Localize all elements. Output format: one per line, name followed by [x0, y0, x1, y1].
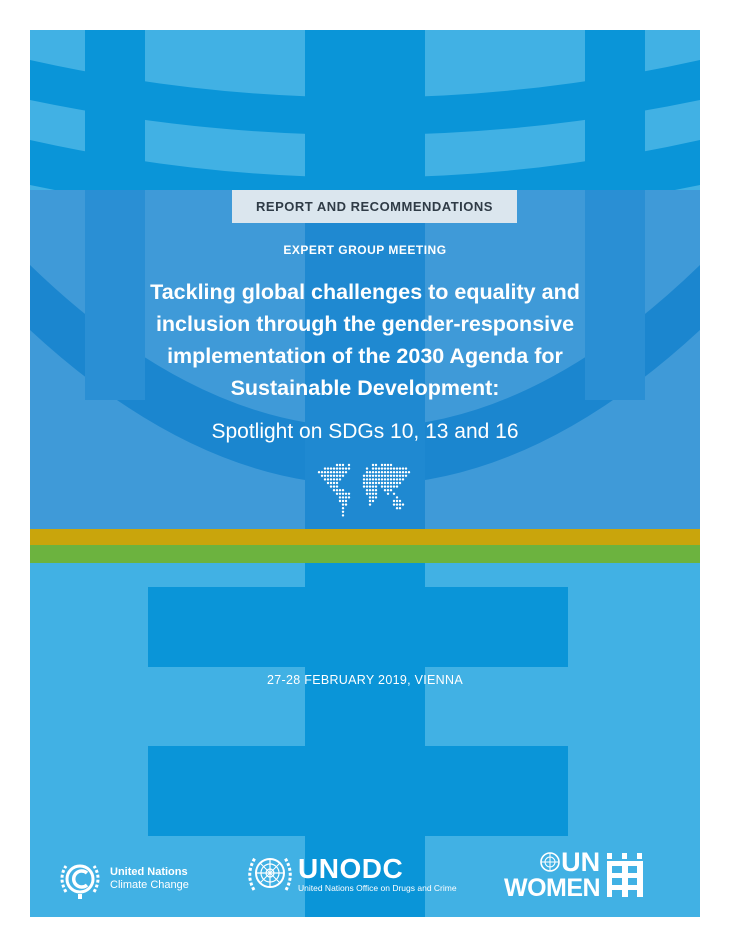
map-dot	[339, 500, 341, 502]
map-dot	[339, 464, 341, 466]
report-cover	[30, 30, 700, 917]
map-dot	[387, 475, 389, 477]
map-dot	[393, 467, 395, 469]
map-dot	[330, 471, 332, 473]
map-dot	[396, 471, 398, 473]
map-dot	[372, 482, 374, 484]
map-dot	[336, 467, 338, 469]
map-dot	[390, 464, 392, 466]
map-dot	[387, 493, 389, 495]
map-dot	[405, 475, 407, 477]
map-dot	[333, 489, 335, 491]
map-dot	[366, 485, 368, 487]
map-dot	[363, 478, 365, 480]
map-dot	[348, 493, 350, 495]
world-map-dots-icon	[317, 463, 413, 519]
map-dot	[324, 478, 326, 480]
map-dot	[372, 478, 374, 480]
map-dot	[372, 489, 374, 491]
map-dot	[327, 471, 329, 473]
map-dot	[342, 467, 344, 469]
map-dot	[333, 485, 335, 487]
map-dot	[405, 467, 407, 469]
map-dot	[390, 482, 392, 484]
map-dot	[396, 507, 398, 509]
map-dot	[321, 475, 323, 477]
map-dot	[366, 493, 368, 495]
map-dot	[372, 471, 374, 473]
map-dot	[339, 475, 341, 477]
map-dot	[330, 467, 332, 469]
map-dot	[339, 467, 341, 469]
map-dot	[396, 503, 398, 505]
map-dot	[342, 507, 344, 509]
map-dot	[396, 478, 398, 480]
map-dot	[402, 467, 404, 469]
map-dot	[327, 475, 329, 477]
map-dot	[339, 471, 341, 473]
map-dot	[393, 471, 395, 473]
map-dot	[366, 471, 368, 473]
map-dot	[399, 500, 401, 502]
map-dot	[390, 478, 392, 480]
map-dot	[399, 471, 401, 473]
map-dot	[369, 485, 371, 487]
report-title-line: Sustainable Development:	[230, 376, 500, 400]
map-dot	[333, 475, 335, 477]
map-dot	[393, 485, 395, 487]
map-dot	[381, 485, 383, 487]
map-dot	[375, 467, 377, 469]
map-dot	[372, 467, 374, 469]
map-dot	[348, 464, 350, 466]
map-dot	[384, 471, 386, 473]
map-dot	[330, 475, 332, 477]
un-women-line1: UN	[561, 847, 601, 877]
map-dot	[363, 475, 365, 477]
map-dot	[336, 464, 338, 466]
map-dot	[342, 496, 344, 498]
un-emblem-icon	[246, 852, 294, 896]
map-dot	[369, 482, 371, 484]
map-dot	[390, 467, 392, 469]
map-dot	[393, 478, 395, 480]
map-dot	[408, 471, 410, 473]
map-dot	[342, 475, 344, 477]
report-title	[70, 276, 660, 404]
map-dot	[366, 482, 368, 484]
map-dot	[342, 500, 344, 502]
unfccc-name-line1: United Nations	[110, 866, 188, 878]
map-dot	[348, 467, 350, 469]
map-dot	[384, 478, 386, 480]
map-dot	[375, 482, 377, 484]
map-dot	[366, 478, 368, 480]
map-dot	[399, 482, 401, 484]
map-dot	[339, 489, 341, 491]
map-dot	[387, 482, 389, 484]
map-dot	[324, 467, 326, 469]
map-dot	[390, 475, 392, 477]
map-dot	[345, 467, 347, 469]
map-dot	[369, 503, 371, 505]
map-dot	[387, 467, 389, 469]
unfccc-name-line2: Climate Change	[110, 879, 189, 891]
map-dot	[378, 482, 380, 484]
map-dot	[336, 478, 338, 480]
map-dot	[369, 478, 371, 480]
map-dot	[375, 489, 377, 491]
map-dot	[348, 496, 350, 498]
map-dot	[384, 464, 386, 466]
map-dot	[399, 503, 401, 505]
map-dot	[330, 478, 332, 480]
un-climate-change-emblem-icon	[60, 858, 100, 900]
map-dot	[342, 493, 344, 495]
map-dot	[333, 471, 335, 473]
map-dot	[369, 496, 371, 498]
map-dot	[378, 467, 380, 469]
map-dot	[399, 478, 401, 480]
map-dot	[396, 467, 398, 469]
map-dot	[336, 485, 338, 487]
map-dot	[342, 489, 344, 491]
map-dot	[327, 467, 329, 469]
map-dot	[369, 500, 371, 502]
map-dot	[390, 489, 392, 491]
map-dot	[330, 485, 332, 487]
report-title-line: Tackling global challenges to equality and	[150, 280, 580, 304]
unodc-acronym: UNODC	[298, 853, 404, 884]
map-dot	[366, 467, 368, 469]
map-dot	[369, 489, 371, 491]
map-dot	[378, 475, 380, 477]
map-dot	[336, 475, 338, 477]
map-dot	[333, 482, 335, 484]
map-dot	[369, 475, 371, 477]
map-dot	[363, 482, 365, 484]
map-dot	[345, 493, 347, 495]
un-women-line2: WOMEN	[504, 874, 601, 902]
map-dot	[372, 485, 374, 487]
map-dot	[396, 500, 398, 502]
map-dot	[387, 485, 389, 487]
map-dot	[405, 471, 407, 473]
map-dot	[345, 500, 347, 502]
unodc-logo	[246, 852, 457, 896]
map-dot	[375, 475, 377, 477]
map-dot	[402, 503, 404, 505]
map-dot	[402, 471, 404, 473]
gold-stripe	[30, 529, 700, 545]
map-dot	[393, 482, 395, 484]
map-dot	[366, 475, 368, 477]
map-dot	[402, 478, 404, 480]
map-dot	[342, 471, 344, 473]
map-dot	[381, 467, 383, 469]
map-dot	[366, 489, 368, 491]
map-dot	[339, 493, 341, 495]
map-dot	[399, 475, 401, 477]
map-dot	[390, 471, 392, 473]
report-title-line: implementation of the 2030 Agenda for	[167, 344, 563, 368]
map-dot	[381, 478, 383, 480]
un-climate-change-logo	[60, 858, 189, 900]
map-dot	[378, 471, 380, 473]
map-dot	[375, 471, 377, 473]
map-dot	[369, 493, 371, 495]
green-stripe	[30, 545, 700, 563]
map-dot	[342, 514, 344, 516]
map-dot	[342, 503, 344, 505]
map-dot	[381, 482, 383, 484]
map-dot	[333, 478, 335, 480]
map-dot	[327, 478, 329, 480]
map-dot	[378, 478, 380, 480]
map-dot	[324, 471, 326, 473]
un-emblem-small-icon	[539, 851, 561, 873]
map-dot	[342, 511, 344, 513]
map-dot	[396, 485, 398, 487]
map-dot	[345, 503, 347, 505]
map-dot	[324, 475, 326, 477]
map-dot	[342, 464, 344, 466]
map-dot	[396, 496, 398, 498]
unodc-full-name: United Nations Office on Drugs and Crime	[298, 883, 457, 893]
map-dot	[372, 464, 374, 466]
event-type-heading: EXPERT GROUP MEETING	[283, 243, 447, 257]
map-dot	[336, 471, 338, 473]
map-dot	[393, 493, 395, 495]
map-dot	[399, 467, 401, 469]
map-dot	[387, 489, 389, 491]
map-dot	[402, 475, 404, 477]
map-dot	[336, 493, 338, 495]
map-dot	[339, 496, 341, 498]
map-dot	[381, 471, 383, 473]
map-dot	[372, 500, 374, 502]
report-subtitle: Spotlight on SDGs 10, 13 and 16	[211, 420, 519, 443]
map-dot	[384, 482, 386, 484]
map-dot	[396, 475, 398, 477]
map-dot	[399, 507, 401, 509]
map-dot	[363, 485, 365, 487]
map-dot	[384, 485, 386, 487]
map-dot	[384, 489, 386, 491]
map-dot	[387, 471, 389, 473]
map-dot	[393, 475, 395, 477]
map-dot	[369, 471, 371, 473]
map-dot	[327, 482, 329, 484]
map-dot	[372, 475, 374, 477]
map-dot	[321, 471, 323, 473]
report-title-line: inclusion through the gender-responsive	[155, 312, 575, 336]
map-dot	[375, 478, 377, 480]
un-women-symbol-icon	[603, 849, 647, 899]
map-dot	[393, 500, 395, 502]
map-dot	[381, 475, 383, 477]
map-dot	[375, 485, 377, 487]
map-dot	[318, 471, 320, 473]
map-dot	[339, 478, 341, 480]
map-dot	[393, 503, 395, 505]
map-dot	[390, 485, 392, 487]
map-dot	[372, 493, 374, 495]
map-dot	[372, 496, 374, 498]
map-dot	[387, 464, 389, 466]
map-dot	[345, 471, 347, 473]
map-dot	[375, 496, 377, 498]
map-dot	[345, 496, 347, 498]
event-date-location: 27-28 FEBRUARY 2019, VIENNA	[267, 673, 463, 687]
un-women-logo	[504, 848, 647, 900]
map-dot	[384, 475, 386, 477]
map-dot	[381, 464, 383, 466]
map-dot	[375, 464, 377, 466]
map-dot	[387, 478, 389, 480]
report-type-badge: REPORT AND RECOMMENDATIONS	[232, 190, 517, 223]
map-dot	[336, 489, 338, 491]
map-dot	[336, 482, 338, 484]
map-dot	[384, 467, 386, 469]
map-dot	[375, 493, 377, 495]
map-dot	[330, 482, 332, 484]
map-dot	[396, 482, 398, 484]
map-dot	[333, 467, 335, 469]
